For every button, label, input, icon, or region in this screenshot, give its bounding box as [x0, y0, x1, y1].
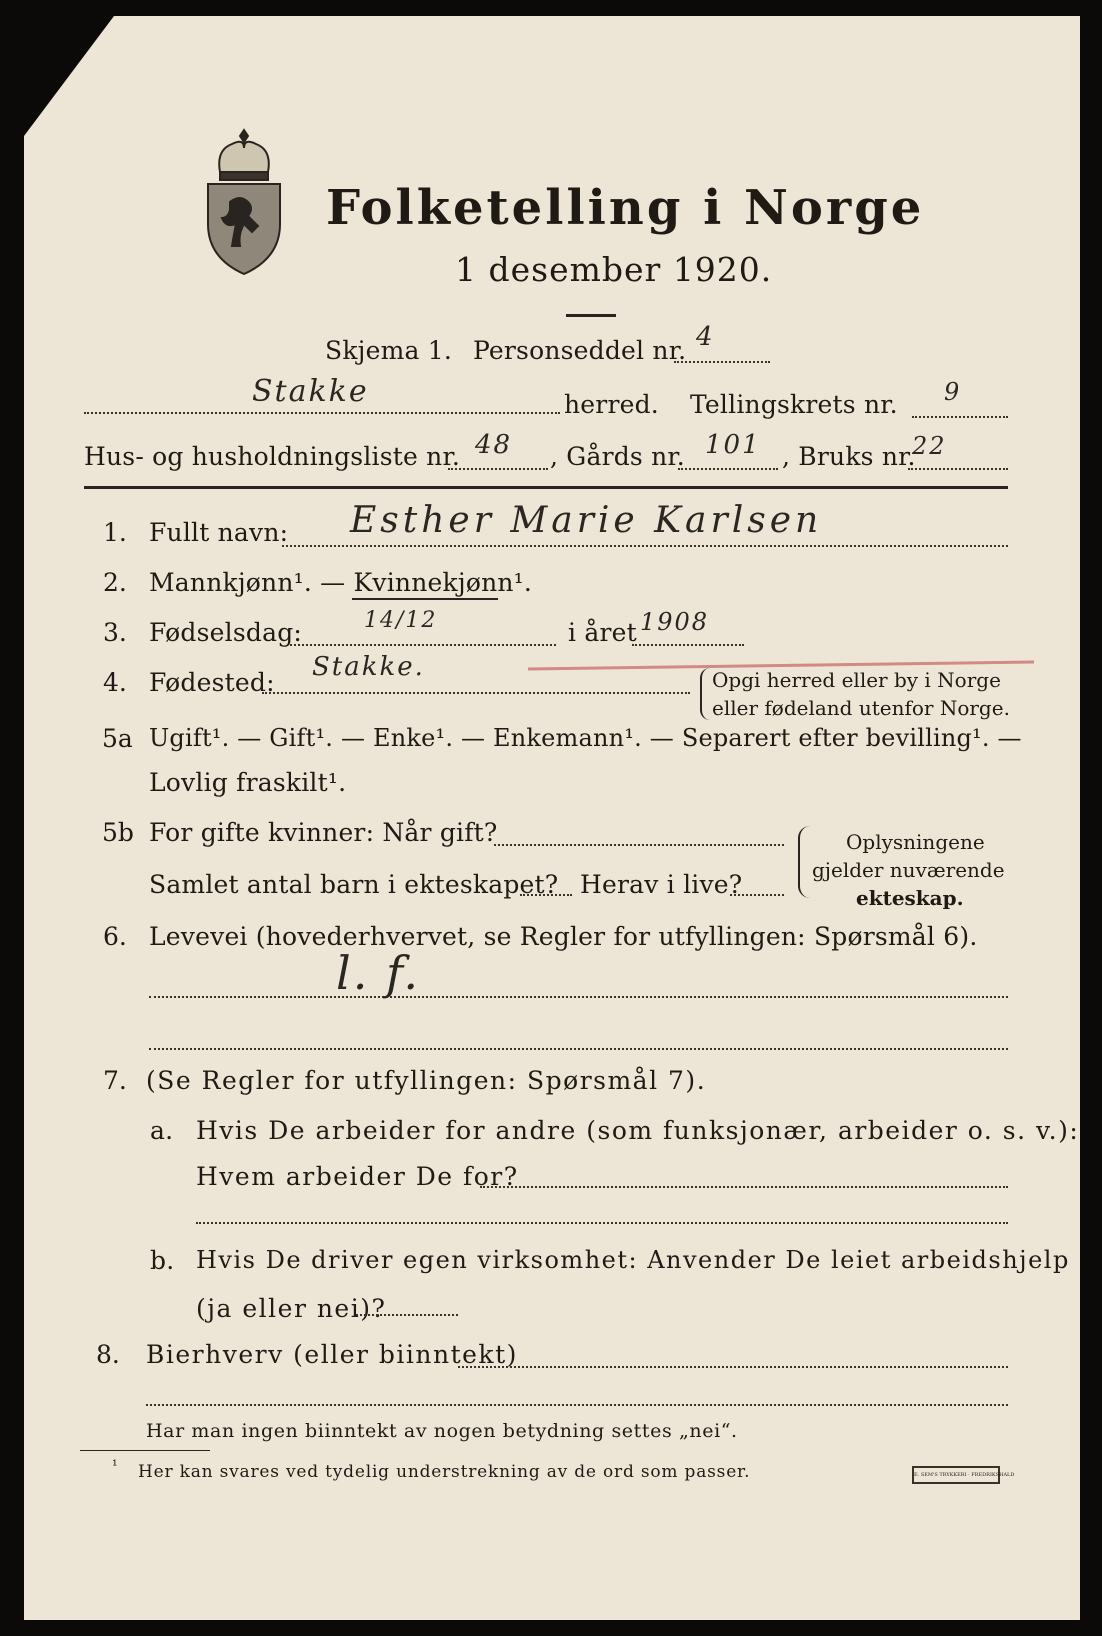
q3-year-label: i året [568, 618, 637, 647]
herred-value[interactable]: Stakke [252, 374, 369, 409]
husliste-label: Hus- og husholdningsliste nr. [84, 442, 461, 471]
q1-full-name[interactable]: Esther Marie Karlsen [350, 500, 823, 541]
title-divider [566, 314, 616, 317]
personseddel-value[interactable]: 4 [696, 322, 715, 352]
q6-number: 6. [103, 922, 127, 951]
q7-label: (Se Regler for utfyllingen: Spørsmål 7). [146, 1066, 707, 1095]
tellingskrets-label: Tellingskrets nr. [690, 390, 898, 419]
q7-number: 7. [103, 1066, 127, 1095]
q1-number: 1. [103, 518, 127, 547]
q2-gender-options[interactable]: Mannkjønn¹. — Kvinnekjønn¹. [149, 568, 533, 597]
q7a-employer-line-2 [196, 1222, 1008, 1224]
tellingskrets-value[interactable]: 9 [944, 378, 962, 406]
q7a-employer-question: Hvis De arbeider for andre (som funksjonær, arbeider o. s. v.): [196, 1116, 1080, 1145]
printer-text: E. SEM'S TRYKKERI · FREDRIKSHALD [914, 1472, 1015, 1478]
q5a-marital-options[interactable]: Ugift¹. — Gift¹. — Enke¹. — Enkemann¹. — Separert efter bevilling¹. — [149, 724, 1022, 752]
q3-year[interactable]: 1908 [640, 608, 710, 636]
q5b-children-label: Samlet antal barn i ekteskapet? [149, 870, 559, 899]
q7a-employer-line [480, 1186, 1008, 1188]
coat-of-arms-icon [200, 126, 288, 278]
gards-value[interactable]: 101 [705, 430, 761, 460]
q7b-yes-no-label: (ja eller nei)? [196, 1294, 387, 1323]
tellingskrets-line [912, 416, 1008, 418]
q5b-note-line3: ekteskap. [856, 886, 964, 910]
q6-line-1 [149, 996, 1008, 998]
q8-line-2 [146, 1404, 1008, 1406]
q4-label: Fødested: [149, 668, 275, 697]
q8-note: Har man ingen biinntekt av nogen betydning settes „nei“. [146, 1420, 738, 1442]
header-divider [84, 486, 1008, 489]
husliste-line [448, 468, 548, 470]
printer-stamp [912, 1466, 1015, 1484]
q2-underline-kvinnekjonn [352, 598, 498, 600]
q5a-number: 5a [102, 724, 133, 753]
q5b-children-line [520, 894, 572, 896]
q3-label: Fødselsdag: [149, 618, 303, 647]
q5b-number: 5b [102, 818, 134, 847]
form-date: 1 desember 1920. [455, 250, 773, 289]
q5a-marital-options-cont[interactable]: Lovlig fraskilt¹. [149, 768, 347, 797]
q7a-letter: a. [150, 1116, 174, 1145]
personseddel-label: Personseddel nr. [473, 336, 687, 365]
q3-birthday[interactable]: 14/12 [364, 608, 438, 633]
q6-occupation[interactable]: l. f. [336, 946, 420, 1000]
husliste-value[interactable]: 48 [475, 430, 513, 460]
gards-line [678, 468, 778, 470]
footnote-text: Her kan svares ved tydelig understrekning av de ord som passer. [138, 1462, 751, 1482]
q3-year-line [632, 644, 744, 646]
q7b-letter: b. [150, 1246, 175, 1275]
q7b-yes-no-line [356, 1314, 458, 1316]
skjema-label: Skjema 1. [325, 336, 453, 365]
q5b-alive-line [730, 894, 784, 896]
q8-number: 8. [96, 1340, 120, 1369]
bruks-value[interactable]: 22 [912, 432, 947, 460]
q4-note-line1: Opgi herred eller by i Norge [712, 668, 1001, 692]
q5b-alive-label: Herav i live? [580, 870, 743, 899]
q8-label: Bierhverv (eller biinntekt) [146, 1340, 518, 1369]
gards-label: , Gårds nr. [550, 442, 685, 471]
q5b-note-bracket [798, 826, 810, 898]
q4-number: 4. [103, 668, 127, 697]
bruks-label: , Bruks nr. [782, 442, 916, 471]
personseddel-line [674, 361, 770, 363]
q4-note-line2: eller fødeland utenfor Norge. [712, 696, 1010, 720]
q4-note-bracket [700, 668, 710, 720]
q7a-employer-label: Hvem arbeider De for? [196, 1162, 519, 1191]
footnote-mark: ¹ [112, 1458, 118, 1474]
q5b-married-when-line [494, 844, 784, 846]
q4-line [262, 692, 690, 694]
q3-number: 3. [103, 618, 127, 647]
q4-birthplace[interactable]: Stakke. [312, 652, 425, 682]
q8-line [458, 1366, 1008, 1368]
bruks-line [908, 468, 1008, 470]
herred-label: herred. [564, 390, 659, 419]
q7b-business-question: Hvis De driver egen virksomhet: Anvender De leiet arbeidshjelp [196, 1246, 1070, 1274]
q3-line [290, 644, 556, 646]
herred-line [84, 412, 560, 414]
q1-label: Fullt navn: [149, 518, 289, 547]
q5b-married-when-label: For gifte kvinner: Når gift? [149, 818, 498, 847]
q1-line [282, 545, 1008, 547]
q6-label: Levevei (hovederhvervet, se Regler for utfyllingen: Spørsmål 6). [149, 922, 978, 951]
q6-line-2 [149, 1048, 1008, 1050]
q5b-note-line1: Oplysningene [846, 830, 985, 854]
q2-number: 2. [103, 568, 127, 597]
q5b-note-line2: gjelder nuværende [812, 858, 1005, 882]
footnote-divider [80, 1450, 210, 1451]
form-title: Folketelling i Norge [326, 180, 925, 236]
